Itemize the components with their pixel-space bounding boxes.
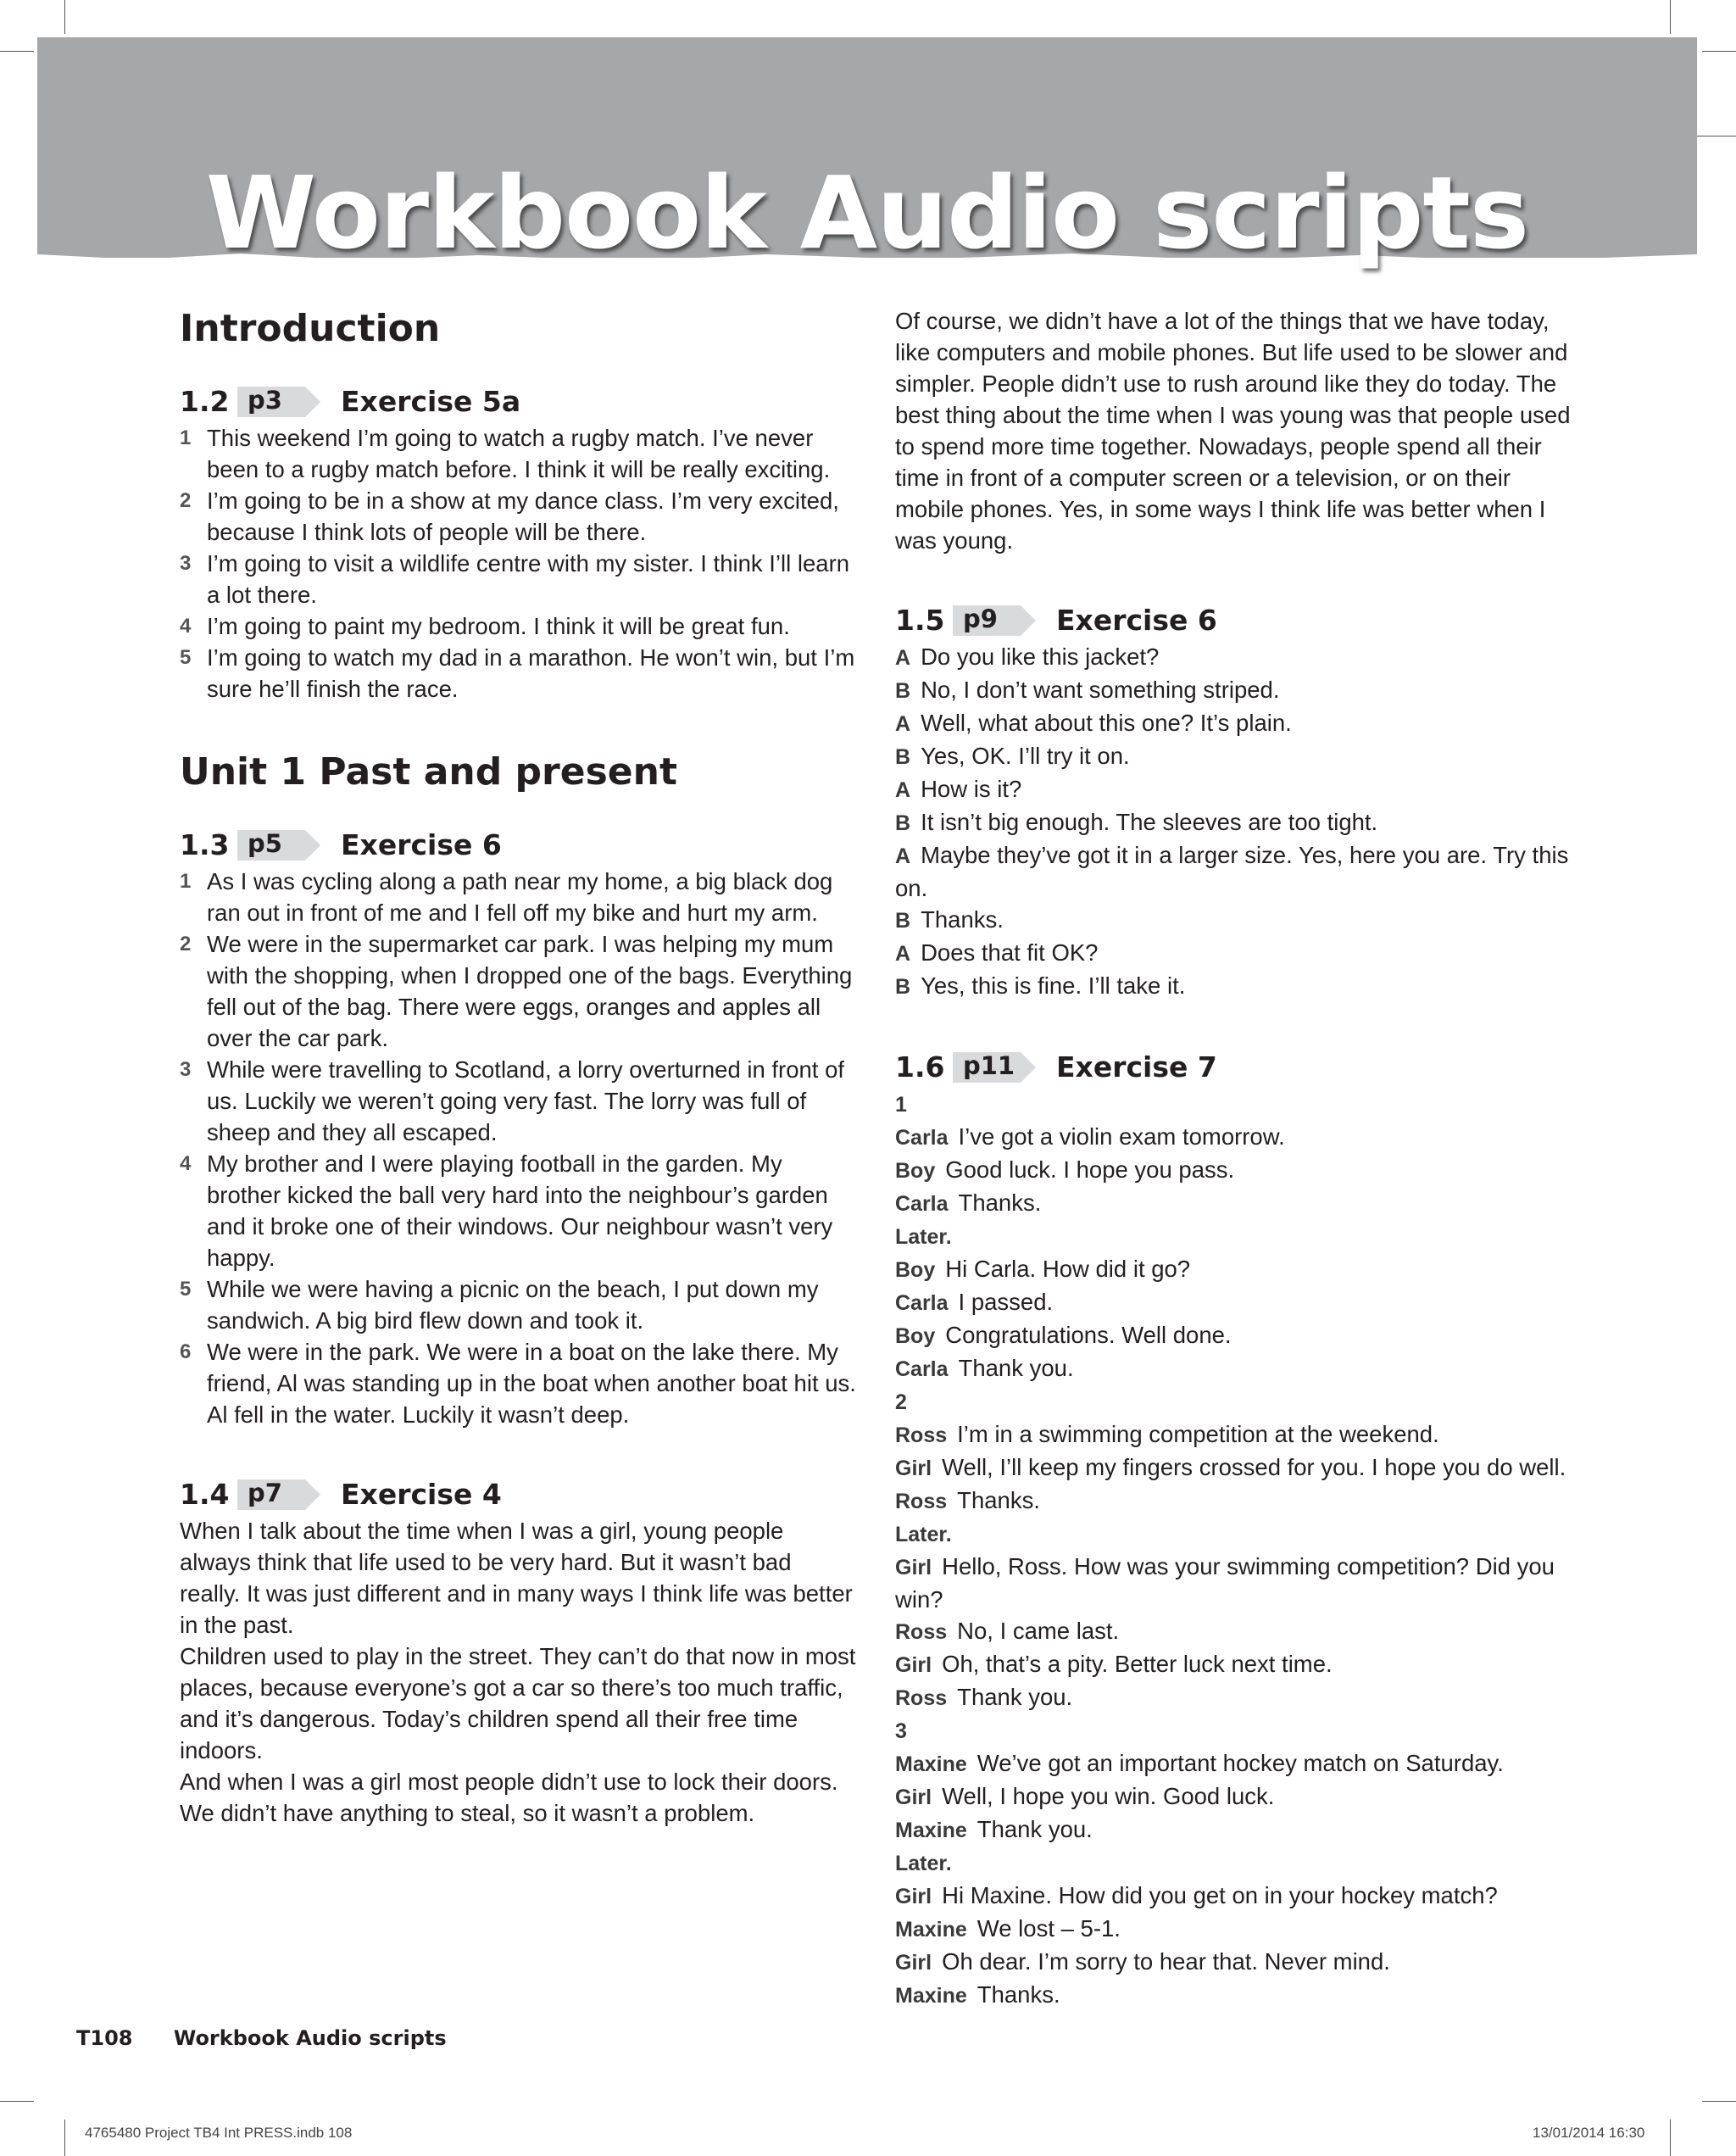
paragraph: Of course, we didn’t have a lot of the things that we have today, like computers and mobile phones. But life used to be slower and simpler. People didn’t use to rush around like they do today. The best thing about the time when I was young was that people used to spend more time together. Nowadays, people spend all their time in front of a computer screen or a television, or on their mobile phones. Yes, in some ways I think life was better when I was young. <box>895 308 1571 554</box>
crop-mark <box>1670 2120 1671 2156</box>
dialogue-line <box>895 1780 1573 1813</box>
dialogue-line <box>895 1648 1573 1681</box>
dialogue-line <box>895 1913 1573 1946</box>
speaker-label: 3 <box>895 1719 907 1743</box>
crop-mark <box>0 2101 34 2102</box>
numbered-list <box>180 866 858 1430</box>
dialogue-line <box>895 1088 1573 1121</box>
exercise-heading <box>180 825 858 864</box>
dialogue-line <box>895 1813 1573 1847</box>
dialogue <box>895 1088 1573 2012</box>
exercise-heading <box>895 600 1573 639</box>
speaker-label: Ross <box>895 1490 948 1513</box>
speaker-label: A <box>895 778 911 802</box>
speaker-label: Maxine <box>895 1918 967 1942</box>
paragraph: When I talk about the time when I was a girl, young people always think that life used to be very hard. But it wasn’t bad really. It was just different and in many ways I think life was better in the past. <box>180 1518 853 1638</box>
dialogue-line <box>895 1253 1573 1286</box>
exercise-heading <box>180 1474 858 1513</box>
speaker-label: A <box>895 942 911 966</box>
dialogue-text: Congratulations. Well done. <box>945 1322 1232 1348</box>
speaker-label: Later. <box>895 1523 952 1546</box>
dialogue-line <box>895 1154 1573 1187</box>
speaker-label: A <box>895 844 911 868</box>
dialogue-line <box>895 1946 1573 1979</box>
page-reference: p11 <box>963 1051 1015 1080</box>
page-title: Workbook Audio scripts <box>205 154 1529 271</box>
paragraph: And when I was a girl most people didn’t use to lock their doors. We didn’t have anything to steal, so it wasn’t a problem. <box>180 1769 838 1826</box>
page-reference-tab <box>237 385 322 417</box>
section-title-introduction: Introduction <box>180 307 441 350</box>
dialogue-line <box>895 1847 1573 1880</box>
speaker-label: Carla <box>895 1357 949 1381</box>
track-number: 1.2 <box>180 384 230 418</box>
dialogue-line <box>895 970 1573 1003</box>
dialogue-text: Good luck. I hope you pass. <box>945 1156 1235 1183</box>
list-item: 4 I’m going to paint my bedroom. I think it will be great fun. <box>180 613 790 639</box>
page-reference-tab <box>237 1478 322 1510</box>
dialogue-text: Yes, OK. I’ll try it on. <box>921 743 1130 769</box>
speaker-label: 2 <box>895 1390 907 1414</box>
dialogue-text: I’m in a swimming competition at the weekend. <box>957 1421 1439 1447</box>
track-number: 1.6 <box>895 1050 945 1084</box>
left-column <box>180 305 858 1829</box>
footer-section-title: Workbook Audio scripts <box>173 2026 447 2050</box>
page-reference: p3 <box>248 386 282 415</box>
dialogue-text: Do you like this jacket? <box>921 643 1160 670</box>
speaker-label: Girl <box>895 1885 932 1908</box>
speaker-label: A <box>895 646 911 670</box>
dialogue-text: Thank you. <box>976 1816 1093 1842</box>
dialogue-text: Well, I hope you win. Good luck. <box>942 1783 1275 1809</box>
dialogue-line <box>895 707 1573 740</box>
page-reference-tab <box>237 828 322 861</box>
crop-mark <box>64 2120 65 2156</box>
numbered-list <box>180 422 858 705</box>
dialogue-text: Oh dear. I’m sorry to hear that. Never mind. <box>942 1948 1390 1975</box>
list-item: 1 This weekend I’m going to watch a rugby match. I’ve never been to a rugby match before. I think it will be really exciting. <box>180 425 831 482</box>
dialogue-line <box>895 1286 1573 1319</box>
speaker-label: B <box>895 745 911 769</box>
exercise-heading <box>180 382 858 421</box>
print-slug-file: 4765480 Project TB4 Int PRESS.indb 108 <box>85 2125 353 2141</box>
crop-mark <box>0 51 34 52</box>
page-reference-tab <box>953 1050 1038 1083</box>
crop-mark <box>64 0 65 34</box>
dialogue-line <box>895 1220 1573 1253</box>
dialogue-line <box>895 1319 1573 1352</box>
dialogue-line <box>895 1187 1573 1220</box>
speaker-label: Girl <box>895 1786 932 1809</box>
section-title-unit-1: Unit 1 Past and present <box>180 750 677 794</box>
dialogue-text: Thank you. <box>957 1684 1073 1710</box>
dialogue-line <box>895 1121 1573 1154</box>
dialogue-line <box>895 1385 1573 1418</box>
dialogue-text: Does that fit OK? <box>921 939 1099 966</box>
dialogue-line <box>895 1714 1573 1747</box>
exercise-title: Exercise 6 <box>341 827 502 861</box>
dialogue-text: Yes, this is fine. I’ll take it. <box>921 972 1186 999</box>
dialogue-text: We’ve got an important hockey match on Saturday. <box>976 1750 1504 1776</box>
crop-mark <box>1702 51 1736 52</box>
speaker-label: Ross <box>895 1620 948 1644</box>
speaker-label: Ross <box>895 1423 948 1447</box>
dialogue-line <box>895 1418 1573 1451</box>
crop-mark <box>1670 0 1671 34</box>
dialogue-line <box>895 641 1573 674</box>
dialogue-line <box>895 937 1573 970</box>
dialogue-text: Thank you. <box>958 1355 1074 1381</box>
speaker-label: Carla <box>895 1192 949 1216</box>
page-number: T108 <box>76 2026 133 2050</box>
dialogue-text: Hi Carla. How did it go? <box>945 1256 1191 1282</box>
speaker-label: Later. <box>895 1225 952 1249</box>
page-footer <box>76 2026 447 2050</box>
dialogue-line <box>895 1747 1573 1780</box>
dialogue-line <box>895 1880 1573 1913</box>
speaker-label: Boy <box>895 1324 936 1348</box>
dialogue-line <box>895 740 1573 773</box>
dialogue-text: Maybe they’ve got it in a larger size. Yes, here you are. Try this on. <box>895 842 1569 901</box>
exercise-title: Exercise 4 <box>341 1477 502 1511</box>
list-item: 3 While were travelling to Scotland, a lorry overturned in front of us. Luckily we weren’t going very fast. The lorry was full of sheep and they all escaped. <box>180 1056 845 1145</box>
speaker-label: Carla <box>895 1126 949 1150</box>
dialogue <box>895 641 1573 1003</box>
dialogue-text: I passed. <box>958 1289 1054 1315</box>
exercise-heading <box>895 1047 1573 1086</box>
speaker-label: B <box>895 811 911 835</box>
exercise-title: Exercise 5a <box>341 384 521 418</box>
crop-mark <box>1702 2101 1736 2102</box>
speaker-label: Ross <box>895 1686 948 1710</box>
page-reference: p5 <box>248 829 282 858</box>
right-column <box>895 305 1573 2056</box>
page-reference: p7 <box>248 1479 282 1507</box>
speaker-label: 1 <box>895 1093 907 1117</box>
dialogue-text: Thanks. <box>921 906 1004 933</box>
list-item: 5 I’m going to watch my dad in a marathon. He won’t win, but I’m sure he’ll finish the race. <box>180 644 855 702</box>
dialogue-line <box>895 806 1573 839</box>
speaker-label: A <box>895 712 911 736</box>
dialogue-line <box>895 1485 1573 1518</box>
speaker-label: Later. <box>895 1852 952 1875</box>
dialogue-line <box>895 674 1573 707</box>
speaker-label: Maxine <box>895 1984 967 2008</box>
dialogue-line <box>895 1518 1573 1551</box>
monologue-text <box>180 1515 858 1829</box>
speaker-label: B <box>895 909 911 933</box>
dialogue-text: Thanks. <box>976 1981 1060 2008</box>
list-item: 2 We were in the supermarket car park. I was helping my mum with the shopping, when I dropped one of the bags. Everything fell out of the bag. There were eggs, oranges and apples all over the car park. <box>180 931 853 1051</box>
exercise-title: Exercise 7 <box>1056 1050 1217 1084</box>
speaker-label: B <box>895 975 911 999</box>
page-reference: p9 <box>963 604 998 633</box>
dialogue-line <box>895 1451 1573 1485</box>
speaker-label: B <box>895 679 911 703</box>
speaker-label: Boy <box>895 1159 936 1183</box>
dialogue-line <box>895 839 1573 904</box>
dialogue-line <box>895 1615 1573 1648</box>
dialogue-text: It isn’t big enough. The sleeves are too tight. <box>921 809 1378 835</box>
list-item: 4 My brother and I were playing football in the garden. My brother kicked the ball very hard into the neighbour’s garden and it broke one of their windows. Our neighbour wasn’t very happy. <box>180 1150 833 1271</box>
dialogue-text: I’ve got a violin exam tomorrow. <box>958 1123 1285 1150</box>
page-reference-tab <box>953 604 1038 636</box>
monologue-continued <box>895 305 1573 556</box>
speaker-label: Girl <box>895 1951 932 1975</box>
dialogue-text: No, I don’t want something striped. <box>921 677 1280 703</box>
speaker-label: Girl <box>895 1556 932 1579</box>
dialogue-text: Thanks. <box>958 1189 1042 1216</box>
dialogue-text: Hello, Ross. How was your swimming competition? Did you win? <box>895 1553 1555 1613</box>
track-number: 1.4 <box>180 1477 230 1511</box>
speaker-label: Maxine <box>895 1752 967 1776</box>
dialogue-line <box>895 1352 1573 1385</box>
speaker-label: Girl <box>895 1457 932 1480</box>
dialogue-text: Thanks. <box>957 1487 1040 1513</box>
exercise-title: Exercise 6 <box>1056 603 1217 637</box>
speaker-label: Maxine <box>895 1819 967 1842</box>
dialogue-text: Hi Maxine. How did you get on in your hockey match? <box>942 1882 1498 1908</box>
dialogue-line <box>895 1979 1573 2012</box>
speaker-label: Boy <box>895 1258 936 1282</box>
list-item: 2 I’m going to be in a show at my dance class. I’m very excited, because I think lots of people will be there. <box>180 487 839 545</box>
paragraph: Children used to play in the street. They can’t do that now in most places, because everyone’s got a car so there’s too much traffic, and it’s dangerous. Today’s children spend all their free time indoors. <box>180 1643 856 1763</box>
dialogue-text: Well, what about this one? It’s plain. <box>921 710 1292 736</box>
list-item: 1 As I was cycling along a path near my home, a big black dog ran out in front of me and I fell off my bike and hurt my arm. <box>180 868 833 926</box>
track-number: 1.5 <box>895 603 945 637</box>
list-item: 5 While we were having a picnic on the beach, I put down my sandwich. A big bird flew down and took it. <box>180 1276 819 1334</box>
speaker-label: Carla <box>895 1291 949 1315</box>
dialogue-line <box>895 1681 1573 1714</box>
dialogue-text: How is it? <box>921 776 1022 802</box>
print-slug-date: 13/01/2014 16:30 <box>1533 2125 1645 2141</box>
track-number: 1.3 <box>180 827 230 861</box>
list-item: 6 We were in the park. We were in a boat on the lake there. My friend, Al was standing up in the boat when another boat hit us. Al fell in the water. Luckily it wasn’t deep. <box>180 1339 856 1428</box>
dialogue-line <box>895 773 1573 806</box>
dialogue-text: Well, I’ll keep my fingers crossed for you. I hope you do well. <box>942 1454 1566 1480</box>
dialogue-text: Oh, that’s a pity. Better luck next time. <box>942 1651 1333 1677</box>
speaker-label: Girl <box>895 1653 932 1677</box>
dialogue-line <box>895 1551 1573 1615</box>
dialogue-line <box>895 904 1573 937</box>
dialogue-text: No, I came last. <box>957 1618 1120 1644</box>
list-item: 3 I’m going to visit a wildlife centre with my sister. I think I’ll learn a lot there. <box>180 550 850 608</box>
header-banner <box>37 37 1697 271</box>
dialogue-text: We lost – 5-1. <box>976 1915 1121 1942</box>
